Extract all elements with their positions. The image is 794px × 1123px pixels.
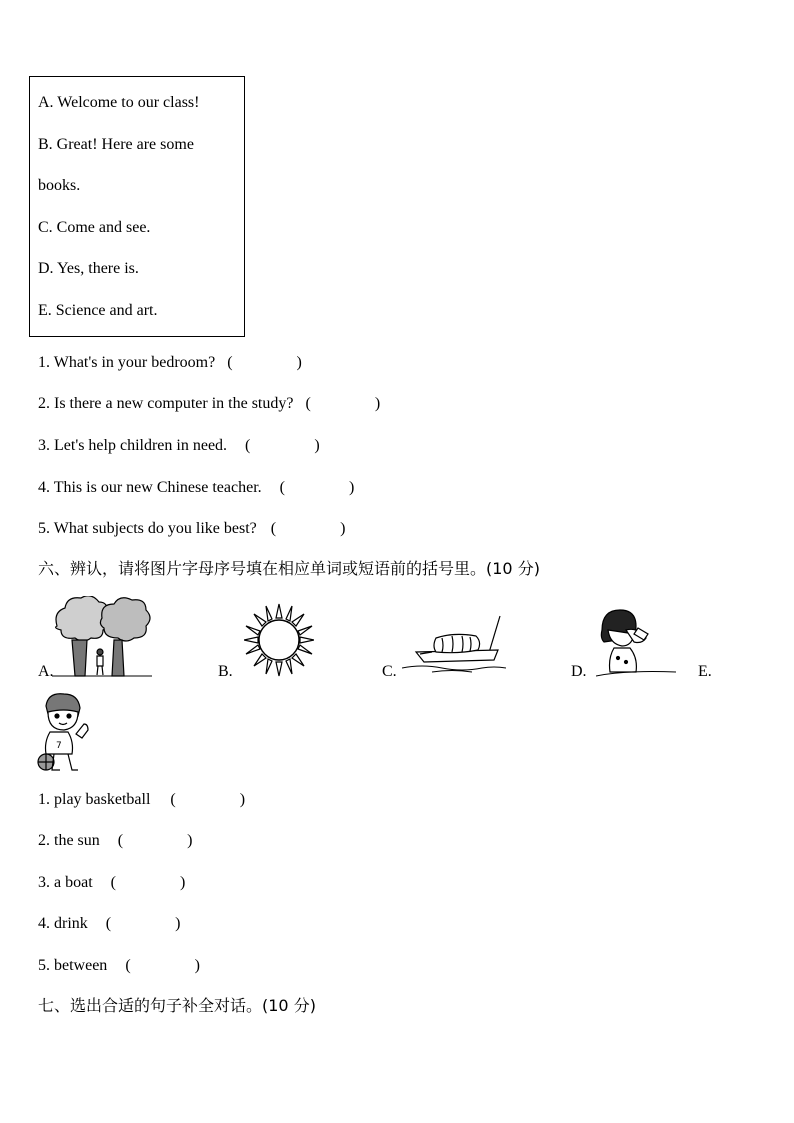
- pic-label-e: E.: [698, 663, 712, 680]
- pic-label-c: C.: [382, 663, 397, 680]
- question-4: 4. This is our new Chinese teacher. ( ): [38, 474, 354, 497]
- question-2: 2. Is there a new computer in the study? ( ): [38, 390, 380, 413]
- answer-blank[interactable]: ( ): [170, 791, 246, 808]
- option-b: B. Great! Here are some: [38, 136, 194, 153]
- girl-drinking-picture: [596, 608, 678, 680]
- s6-item-4: 4. drink ( ): [38, 910, 180, 933]
- option-a: A. Welcome to our class!: [38, 94, 200, 111]
- answer-blank[interactable]: ( ): [305, 395, 381, 412]
- sun-picture: [244, 602, 314, 678]
- answer-blank[interactable]: ( ): [245, 437, 320, 454]
- answer-blank[interactable]: ( ): [125, 957, 200, 974]
- answer-blank[interactable]: ( ): [270, 520, 346, 537]
- answer-blank[interactable]: ( ): [110, 874, 186, 891]
- answer-blank[interactable]: ( ): [227, 354, 302, 371]
- question-1: 1. What's in your bedroom? ( ): [38, 349, 302, 372]
- s6-item-5: 5. between ( ): [38, 952, 200, 975]
- pic-label-d: D.: [571, 663, 587, 680]
- s6-item-1: 1. play basketball ( ): [38, 786, 245, 809]
- option-c: C. Come and see.: [38, 219, 151, 236]
- option-b-cont: books.: [38, 177, 81, 194]
- question-3: 3. Let's help children in need. ( ): [38, 432, 320, 455]
- svg-text:7: 7: [56, 741, 62, 751]
- answer-blank[interactable]: ( ): [105, 915, 181, 932]
- boat-picture: [402, 614, 506, 676]
- pic-label-a: A.: [38, 663, 54, 680]
- s6-item-2: 2. the sun ( ): [38, 827, 192, 850]
- option-d: D. Yes, there is.: [38, 260, 139, 277]
- trees-picture: [52, 596, 152, 678]
- answer-blank[interactable]: ( ): [279, 479, 355, 496]
- section-6-heading: 六、辨认，请将图片字母序号填在相应单词或短语前的括号里。(10 分): [38, 559, 540, 578]
- option-e: E. Science and art.: [38, 302, 158, 319]
- pic-label-b: B.: [218, 663, 233, 680]
- boy-basketball-picture: [36, 692, 92, 772]
- answer-blank[interactable]: ( ): [117, 832, 193, 849]
- options-box: [29, 76, 245, 337]
- s6-item-3: 3. a boat ( ): [38, 869, 185, 892]
- question-5: 5. What subjects do you like best? ( ): [38, 515, 345, 538]
- section-7-heading: 七、选出合适的句子补全对话。(10 分): [38, 996, 316, 1015]
